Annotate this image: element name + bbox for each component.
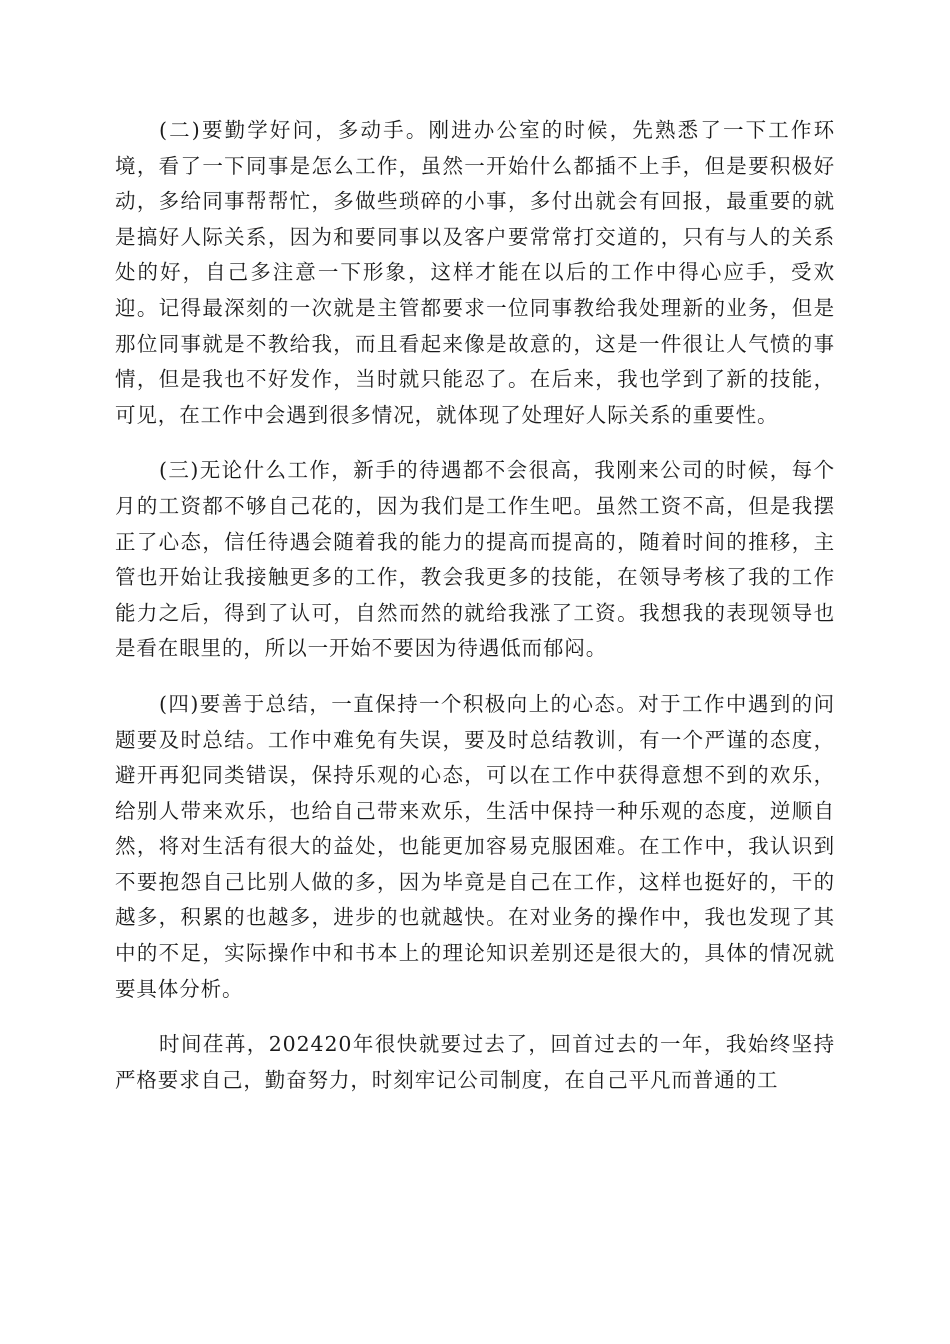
paragraph-3: (三)无论什么工作，新手的待遇都不会很高，我刚来公司的时候，每个月的工资都不够自己花的，因为我们是工作生吧。虽然工资不高，但是我摆正了心态，信任待遇会随着我的能力的提高而提高的，随着时间的推移，主管也开始让我接触更多的工作，教会我更多的技能，在领导考核了我的工作能力之后，得到了认可，自然而然的就给我涨了工资。我想我的表现领导也是看在眼里的，所以一开始不要因为待遇低而郁闷。	[115, 458, 835, 661]
paragraph-5: 时间荏苒，202420年很快就要过去了，回首过去的一年，我始终坚持严格要求自己，勤奋努力，时刻牢记公司制度，在自己平凡而普通的工	[115, 1032, 835, 1092]
paragraph-2: (二)要勤学好问，多动手。刚进办公室的时候，先熟悉了一下工作环境，看了一下同事是怎么工作，虽然一开始什么都插不上手，但是要积极好动，多给同事帮帮忙，多做些琐碎的小事，多付出就会有回报，最重要的就是搞好人际关系，因为和要同事以及客户要常常打交道的，只有与人的关系处的好，自己多注意一下形象，这样才能在以后的工作中得心应手，受欢迎。记得最深刻的一次就是主管都要求一位同事教给我处理新的业务，但是那位同事就是不教给我，而且看起来像是故意的，这是一件很让人气愤的事情，但是我也不好发作，当时就只能忍了。在后来，我也学到了新的技能，可见，在工作中会遇到很多情况，就体现了处理好人际关系的重要性。	[115, 118, 835, 427]
paragraph-4: (四)要善于总结，一直保持一个积极向上的心态。对于工作中遇到的问题要及时总结。工作中难免有失误，要及时总结教训，有一个严谨的态度，避开再犯同类错误，保持乐观的心态，可以在工作中获得意想不到的欢乐，给别人带来欢乐，也给自己带来欢乐，生活中保持一种乐观的态度，逆顺自然，将对生活有很大的益处，也能更加容易克服困难。在工作中，我认识到不要抱怨自己比别人做的多，因为毕竟是自己在工作，这样也挺好的，干的越多，积累的也越多，进步的也就越快。在对业务的操作中，我也发现了其中的不足，实际操作中和书本上的理论知识差别还是很大的，具体的情况就要具体分析。	[115, 691, 835, 1001]
document-body	[115, 113, 835, 1118]
